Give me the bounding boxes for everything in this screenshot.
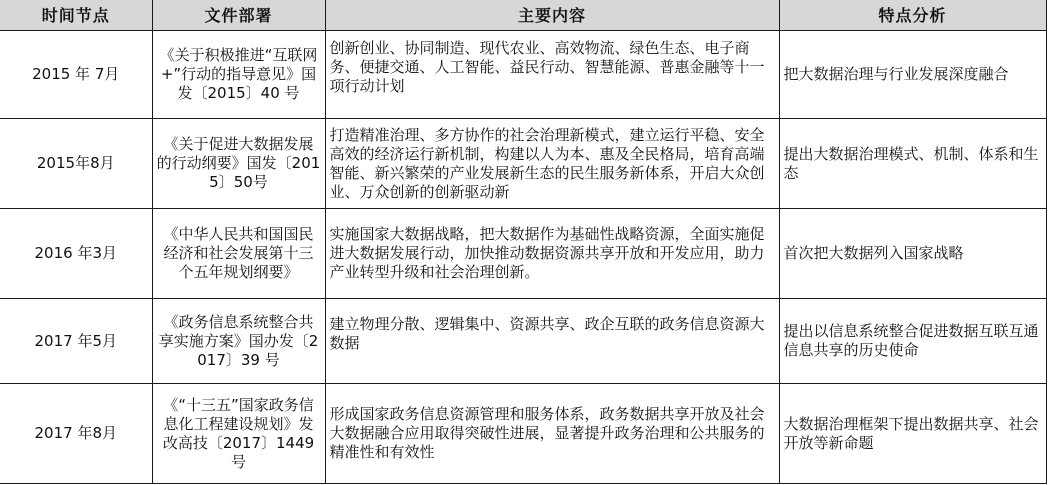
content-cell: 实施国家大数据战略，把大数据作为基础性战略资源，全面实施促进大数据发展行动，加快推动数据资源共享开放和开发应用，助力产业转型升级和社会治理创新。 <box>325 209 779 299</box>
table-row <box>0 299 1046 384</box>
table-row <box>0 119 1046 209</box>
table-body <box>0 31 1046 484</box>
content-cell <box>325 299 779 384</box>
content-cell <box>325 31 779 119</box>
header-row <box>0 0 1046 31</box>
header-analysis: 特点分析 <box>779 0 1046 31</box>
analysis-cell: 提出以信息系统整合促进数据互联互通信息共享的历史使命 <box>779 299 1046 384</box>
header-time: 时间节点 <box>0 0 152 31</box>
document-cell: 《中华人民共和国国民经济和社会发展第十三个五年规划纲要》 <box>152 209 325 299</box>
time-cell: 2016 年3月 <box>0 209 152 299</box>
document-cell: 《“十三五”国家政务信息化工程建设规划》发改高技〔2017〕1449 号 <box>152 384 325 484</box>
document-cell: 《关于积极推进“互联网+”行动的指导意见》国发〔2015〕40 号 <box>152 31 325 119</box>
header-content: 主要内容 <box>325 0 779 31</box>
content-text: 建立物理分散、逻辑集中、资源共享、政企互联的政务信息资源大数据 <box>329 315 765 352</box>
table-row <box>0 31 1046 119</box>
document-cell: 《政务信息系统整合共享实施方案》国办发〔2017〕39 号 <box>152 299 325 384</box>
analysis-cell: 提出大数据治理模式、机制、体系和生态 <box>779 119 1046 209</box>
content-cell: 打造精准治理、多方协作的社会治理新模式，建立运行平稳、安全高效的经济运行新机制，构建以人为本、惠及全民格局，培育高端智能、新兴繁荣的产业发展新生态的民生服务新体系，开启大众创业、万众创新的创新驱动新 <box>325 119 779 209</box>
header-document: 文件部署 <box>152 0 325 31</box>
time-cell: 2015 年 7月 <box>0 31 152 119</box>
time-cell: 2017 年5月 <box>0 299 152 384</box>
analysis-cell: 把大数据治理与行业发展深度融合 <box>779 31 1046 119</box>
time-cell: 2017 年8月 <box>0 384 152 484</box>
time-cell: 2015年8月 <box>0 119 152 209</box>
content-text: 创新创业、协同制造、现代农业、高效物流、绿色生态、电子商务、便捷交通、人工智能、益民行动、智慧能源、普惠金融等十一项行动计划 <box>329 39 765 95</box>
content-cell: 形成国家政务信息资源管理和服务体系，政务数据共享开放及社会大数据融合应用取得突破性进展，显著提升政务治理和公共服务的精准性和有效性 <box>325 384 779 484</box>
table-header <box>0 0 1046 31</box>
table-row <box>0 209 1046 299</box>
document-cell: 《关于促进大数据发展的行动纲要》国发〔2015〕50号 <box>152 119 325 209</box>
analysis-cell: 大数据治理框架下提出数据共享、社会开放等新命题 <box>779 384 1046 484</box>
analysis-cell: 首次把大数据列入国家战略 <box>779 209 1046 299</box>
table-row <box>0 384 1046 484</box>
